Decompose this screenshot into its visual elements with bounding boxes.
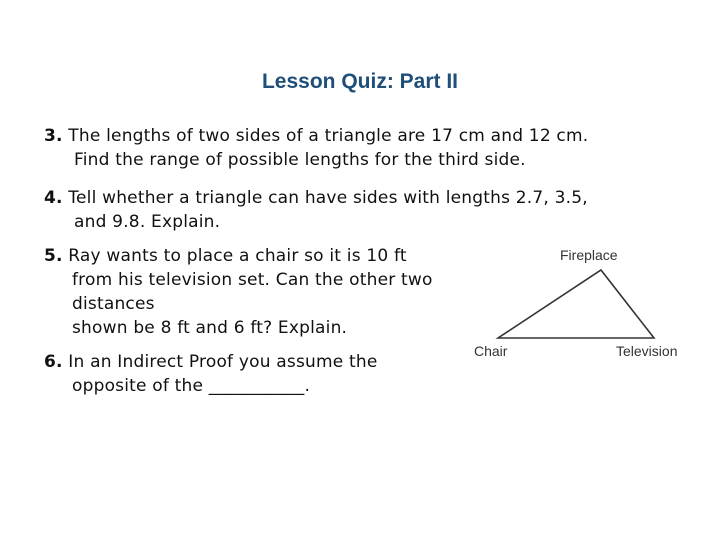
question-text-line2: and 9.8. Explain. xyxy=(74,212,221,232)
label-chair: Chair xyxy=(474,343,508,359)
question-number: 3. xyxy=(44,126,63,146)
question-text-line2: Find the range of possible lengths for the third side. xyxy=(74,150,526,170)
question-text-line3: distances xyxy=(72,294,155,314)
question-6 xyxy=(44,350,378,398)
question-number: 5. xyxy=(44,246,63,266)
triangle-diagram xyxy=(462,236,702,366)
question-text-line4: shown be 8 ft and 6 ft? Explain. xyxy=(72,318,348,338)
label-fireplace: Fireplace xyxy=(560,247,618,263)
question-text-line1: Ray wants to place a chair so it is 10 ft xyxy=(62,246,407,266)
question-text-line1: The lengths of two sides of a triangle are 17 cm and 12 cm. xyxy=(62,126,589,146)
triangle-shape xyxy=(498,270,654,338)
question-3 xyxy=(44,124,588,172)
page-title: Lesson Quiz: Part II xyxy=(261,70,459,93)
label-television: Television xyxy=(616,343,678,359)
question-number: 6. xyxy=(44,352,63,372)
question-number: 4. xyxy=(44,188,63,208)
question-text-line2: opposite of the ___________. xyxy=(72,376,311,396)
question-5 xyxy=(44,244,433,340)
question-text-line1: In an Indirect Proof you assume the xyxy=(62,352,378,372)
question-4 xyxy=(44,186,588,234)
question-text-line2: from his television set. Can the other two xyxy=(72,270,433,290)
question-text-line1: Tell whether a triangle can have sides with lengths 2.7, 3.5, xyxy=(62,188,588,208)
